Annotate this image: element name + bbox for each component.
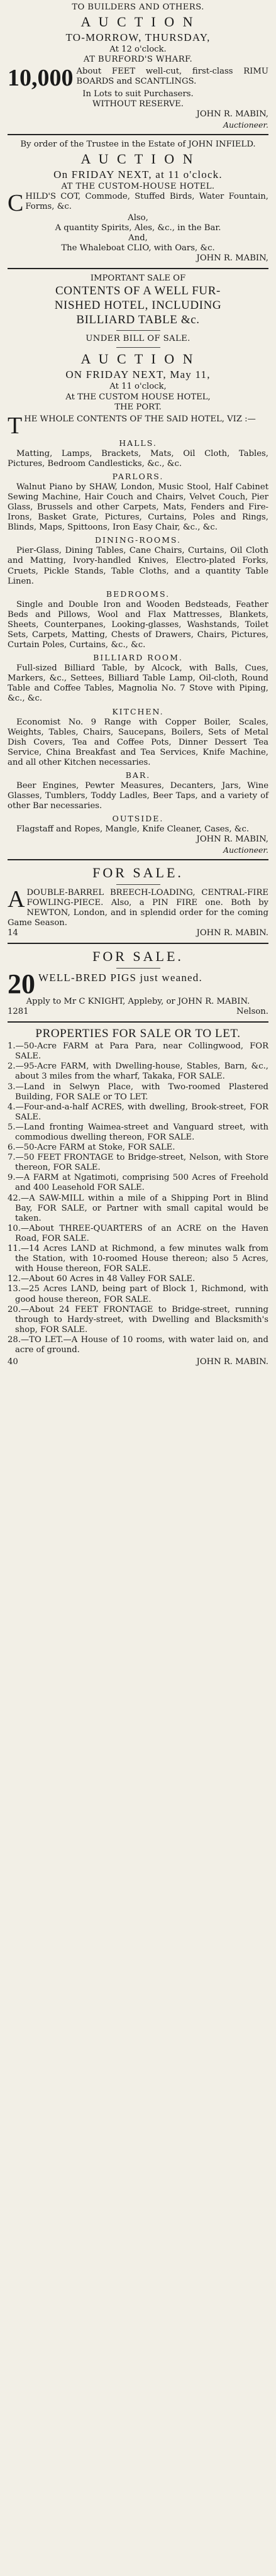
ad-pigs-sale xyxy=(8,948,268,1017)
ad-number: 40 xyxy=(8,1357,18,1367)
short-rule xyxy=(116,968,160,969)
section-title: KITCHEN. xyxy=(112,706,164,716)
for-sale-heading: FOR SALE. xyxy=(92,948,184,964)
list-item: 42.—A SAW-MILL within a mile of a Shipping Port in Blind Bay, FOR SALE, or Partner with small capital would be taken. xyxy=(8,1193,268,1223)
divider xyxy=(8,268,268,269)
section-text: Full-sized Billiard Table, by Alcock, with Balls, Cues, Markers, &c., Settees, Billiard Table Lamp, Oil-cloth, Round Table and Coffee Tables, Magnolia No. 7 Stove with Piping, &c., &c. xyxy=(8,663,268,704)
section-text: Walnut Piano by SHAW, London, Music Stool, Half Cabinet Sewing Machine, Hair Couch and Chairs, Velvet Couch, Pier Glass, Brussels and other Carpets, Mats, Fenders and Fire-Irons, Basket Grate, Pictures, Curtains, Poles and Rings, Blinds, Maps, Spittoons, Iron Easy Chair, &c., &c. xyxy=(8,482,268,533)
ad-hotel-contents-sale xyxy=(8,274,268,854)
heading-line-1: IMPORTANT SALE OF xyxy=(90,274,186,284)
short-rule xyxy=(116,330,160,331)
section-text: Beer Engines, Pewter Measures, Decanters, Jars, Wine Glasses, Tumblers, Toddy Ladles, Beer Taps, and a variety of other Bar necessaries. xyxy=(8,781,268,811)
auction-time: At 11 o'clock, xyxy=(109,382,167,392)
list-item: 7.—50 FEET FRONTAGE to Bridge-street, Nelson, with Store thereon, FOR SALE. xyxy=(8,1153,268,1173)
section-title: PARLORS. xyxy=(112,471,164,481)
auctioneer-name: JOHN R. MABIN, xyxy=(196,835,268,845)
auction-date: ON FRIDAY NEXT, May 11, xyxy=(65,369,211,381)
properties-heading: PROPERTIES FOR SALE OR TO LET. xyxy=(35,1027,241,1041)
section-text: Single and Double Iron and Wooden Bedsteads, Feather Beds and Pillows, Wool and Flax Mattresses, Blankets, Sheets, Counterpanes, Looking-glasses, Washstands, Toilet Sets, Carpets, Matting, Chests of Drawers, Chairs, Pictures, Curtain Poles, Curtains, &c., &c. xyxy=(8,599,268,650)
quantity-number: 10,000 xyxy=(8,65,74,92)
ad-fowling-piece-sale xyxy=(8,865,268,938)
ad-heading: TO BUILDERS AND OTHERS. xyxy=(72,3,204,12)
list-item: 20.—About 24 FEET FRONTAGE to Bridge-street, running through to Hardy-street, with Dwelling and Blacksmith's shop, FOR SALE. xyxy=(8,1304,268,1335)
list-item: 4.—Four-and-a-half ACRES, with dwelling, Brook-street, FOR SALE. xyxy=(8,1102,268,1122)
auction-time: At 12 o'clock. xyxy=(109,45,167,55)
list-item: 12.—About 60 Acres in 48 Valley FOR SALE. xyxy=(8,1274,196,1284)
auction-title: A U C T I O N xyxy=(80,150,196,167)
short-rule xyxy=(116,884,160,885)
heading-line-4: BILLIARD TABLE &c. xyxy=(76,313,200,327)
whaleboat-text: The Whaleboat CLIO, with Oars, &c. xyxy=(61,243,215,253)
quantity-number: 20 xyxy=(8,968,35,999)
bill-of-sale: UNDER BILL OF SALE. xyxy=(86,334,190,344)
and-label: And, xyxy=(128,233,148,243)
section-title: BEDROOMS. xyxy=(106,589,170,599)
ad-trustee-auction xyxy=(8,140,268,264)
auction-date: TO-MORROW, THURSDAY, xyxy=(65,31,211,44)
auction-place: AT BURFORD'S WHARF. xyxy=(83,55,193,65)
also-label: Also, xyxy=(128,213,148,223)
drop-cap: C xyxy=(8,189,24,216)
auction-title: A U C T I O N xyxy=(80,14,196,30)
drop-cap: T xyxy=(8,412,23,439)
section-text: Pier-Glass, Dining Tables, Cane Chairs, Curtains, Oil Cloth and Matting, Ivory-handled Knives, Electro-plated Forks, Cruets, Pickle Stands, Table Cloths, and a quantity Table Linen. xyxy=(8,546,268,586)
auctioneer-name: JOHN R. MABIN, xyxy=(196,253,268,264)
divider xyxy=(8,943,268,944)
trustee-order: By order of the Trustee in the Estate of JOHN INFIELD. xyxy=(20,139,256,149)
short-rule xyxy=(116,347,160,348)
apply-text: Apply to Mr C KNIGHT, Appleby, or JOHN R. MABIN. xyxy=(26,996,250,1006)
section-text: Matting, Lamps, Brackets, Mats, Oil Cloth, Tables, Pictures, Bedroom Candlesticks, &c., &c. xyxy=(8,448,268,469)
without-reserve: WITHOUT RESERVE. xyxy=(92,99,184,109)
ad-properties-list xyxy=(8,1027,268,1367)
auction-date: On FRIDAY NEXT, at 11 o'clock. xyxy=(53,168,223,180)
list-item: 5.—Land fronting Waimea-street and Vanguard street, with commodious dwelling thereon, FOR SALE. xyxy=(8,1122,268,1142)
list-item: 6.—50-Acre FARM at Stoke, FOR SALE. xyxy=(8,1143,175,1153)
section-title: BILLIARD ROOM. xyxy=(93,653,183,663)
list-item: 10.—About THREE-QUARTERS of an ACRE on the Haven Road, FOR SALE. xyxy=(8,1223,268,1243)
divider xyxy=(8,859,268,860)
ad-number: 1281 xyxy=(8,1007,29,1017)
auction-place-2: THE PORT. xyxy=(114,402,162,412)
ad-number: 14 xyxy=(8,928,18,938)
seller-name: JOHN R. MABIN. xyxy=(196,928,268,938)
section-text: Economist No. 9 Range with Copper Boiler, Scales, Weights, Tables, Chairs, Saucepans, Boilers, Sets of Metal Dish Covers, Tea and Coffee Pots, Dinner Dessert Tea Service, China Breakfast and Tea Services, Knife Machine, and all other Kitchen necessaries. xyxy=(8,717,268,767)
heading-line-3: NISHED HOTEL, INCLUDING xyxy=(54,299,222,313)
drop-cap: A xyxy=(8,886,25,913)
auctioneer-title: Auctioneer. xyxy=(223,119,268,130)
also-text: A quantity Spirits, Ales, &c., in the Bar. xyxy=(55,223,221,233)
auctioneer-title: Auctioneer. xyxy=(223,845,268,855)
lots-note: In Lots to suit Purchasers. xyxy=(82,89,194,99)
list-item: 28.—TO LET.—A House of 10 rooms, with water laid on, and acre of ground. xyxy=(8,1335,268,1355)
place-name: Nelson. xyxy=(236,1007,268,1017)
list-item: 13.—25 Acres LAND, being part of Block 1, Richmond, with good house thereon, FOR SALE. xyxy=(8,1284,268,1304)
goods-list: HILD'S COT, Commode, Stuffed Birds, Water Fountain, Forms, &c. xyxy=(25,191,268,211)
list-item: 3.—Land in Selwyn Place, with Two-roomed Plastered Building, FOR SALE or TO LET. xyxy=(8,1082,268,1102)
auction-place: AT THE CUSTOM-HOUSE HOTEL. xyxy=(61,181,215,191)
list-item: 9.—A FARM at Ngatimoti, comprising 500 Acres of Freehold and 400 Leasehold FOR SALE. xyxy=(8,1173,268,1193)
sale-text: DOUBLE-BARREL BREECH-LOADING, CENTRAL-FIRE FOWLING-PIECE. Also, a PIN FIRE one. Both by NEWTON, London, and in splendid order for the coming Game Season. xyxy=(8,887,268,928)
property-list xyxy=(8,1041,268,1355)
list-item: 11.—14 Acres LAND at Richmond, a few minutes walk from the Station, with 10-roomed House thereon; also 5 Acres, with House thereon, FOR SALE. xyxy=(8,1244,268,1274)
section-text: Flagstaff and Ropes, Mangle, Knife Cleaner, Cases, &c. xyxy=(16,824,250,835)
divider xyxy=(8,1021,268,1023)
auction-title: A U C T I O N xyxy=(80,351,196,367)
section-title: HALLS. xyxy=(119,438,157,448)
auctioneer-name: JOHN R. MABIN, xyxy=(196,109,268,119)
heading-line-2: CONTENTS OF A WELL FUR- xyxy=(55,284,221,298)
list-item: 2.—95-Acre FARM, with Dwelling-house, Stables, Barn, &c., about 3 miles from the wharf, Takaka, FOR SALE. xyxy=(8,1062,268,1082)
auction-place-1: At THE CUSTOM HOUSE HOTEL, xyxy=(65,392,211,402)
ad-builders-auction xyxy=(8,3,268,130)
section-title: DINING-ROOMS. xyxy=(94,535,181,545)
divider xyxy=(8,134,268,135)
contents-intro: HE WHOLE CONTENTS OF THE SAID HOTEL, VIZ :— xyxy=(24,414,256,424)
lot-description: About FEET well-cut, first-class RIMU BOARDS and SCANTLINGS. xyxy=(76,67,268,87)
list-item: 1.—50-Acre FARM at Para Para, near Collingwood, FOR SALE. xyxy=(8,1041,268,1062)
newspaper-column xyxy=(8,0,268,1367)
section-title: BAR. xyxy=(125,770,151,780)
sale-text: WELL-BRED PIGS just weaned. xyxy=(38,971,202,984)
seller-name: JOHN R. MABIN. xyxy=(196,1357,268,1367)
section-title: OUTSIDE. xyxy=(112,814,164,824)
for-sale-heading: FOR SALE. xyxy=(92,864,184,880)
